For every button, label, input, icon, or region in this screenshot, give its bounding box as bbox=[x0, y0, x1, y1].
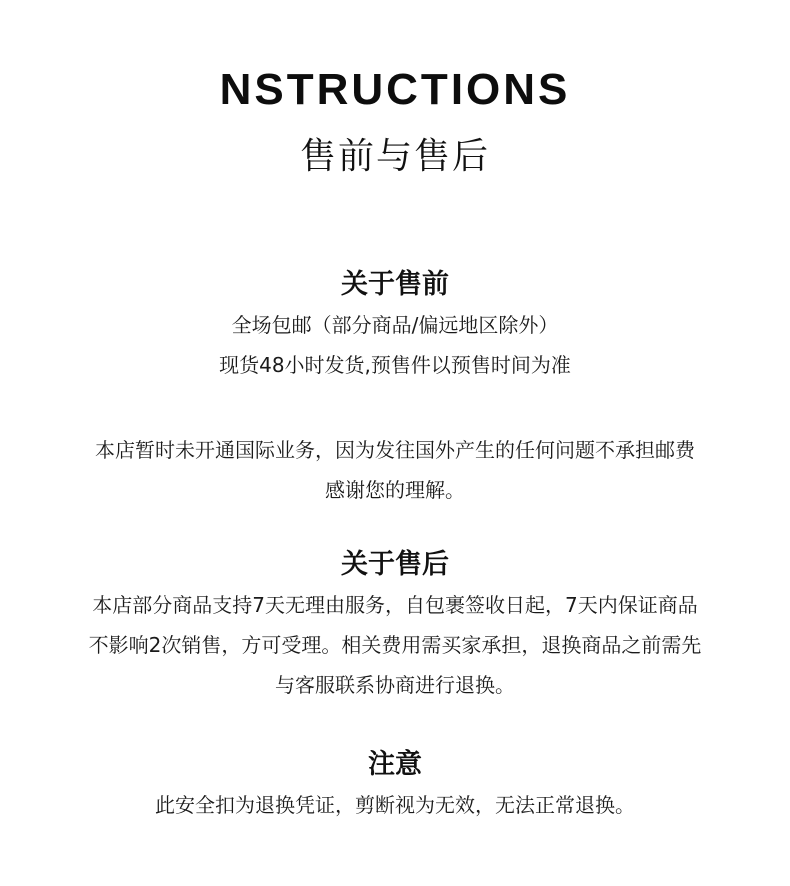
pre-sale-line-dispatch: 现货48小时发货,预售件以预售时间为准 bbox=[219, 353, 571, 377]
attention-section bbox=[0, 745, 790, 825]
after-sale-line-3: 与客服联系协商进行退换。 bbox=[275, 673, 515, 697]
pre-sale-section bbox=[0, 265, 790, 385]
notice-line-thanks: 感谢您的理解。 bbox=[325, 478, 465, 502]
pre-sale-line-shipping: 全场包邮（部分商品/偏远地区除外） bbox=[231, 313, 559, 337]
page-title-en: NSTRUCTIONS bbox=[219, 65, 571, 114]
after-sale-heading: 关于售后 bbox=[341, 549, 449, 580]
attention-line: 此安全扣为退换凭证，剪断视为无效，无法正常退换。 bbox=[155, 793, 635, 817]
after-sale-section bbox=[0, 545, 790, 705]
notice-line-international: 本店暂时未开通国际业务，因为发往国外产生的任何问题不承担邮费 bbox=[95, 438, 695, 462]
attention-heading: 注意 bbox=[368, 749, 422, 780]
after-sale-line-1: 本店部分商品支持7天无理由服务，自包裹签收日起，7天内保证商品 bbox=[92, 593, 698, 617]
page-title-cn: 售前与售后 bbox=[299, 136, 490, 177]
after-sale-line-2: 不影响2次销售，方可受理。相关费用需买家承担，退换商品之前需先 bbox=[88, 633, 702, 657]
pre-sale-heading: 关于售前 bbox=[341, 269, 449, 300]
international-notice bbox=[0, 430, 790, 510]
